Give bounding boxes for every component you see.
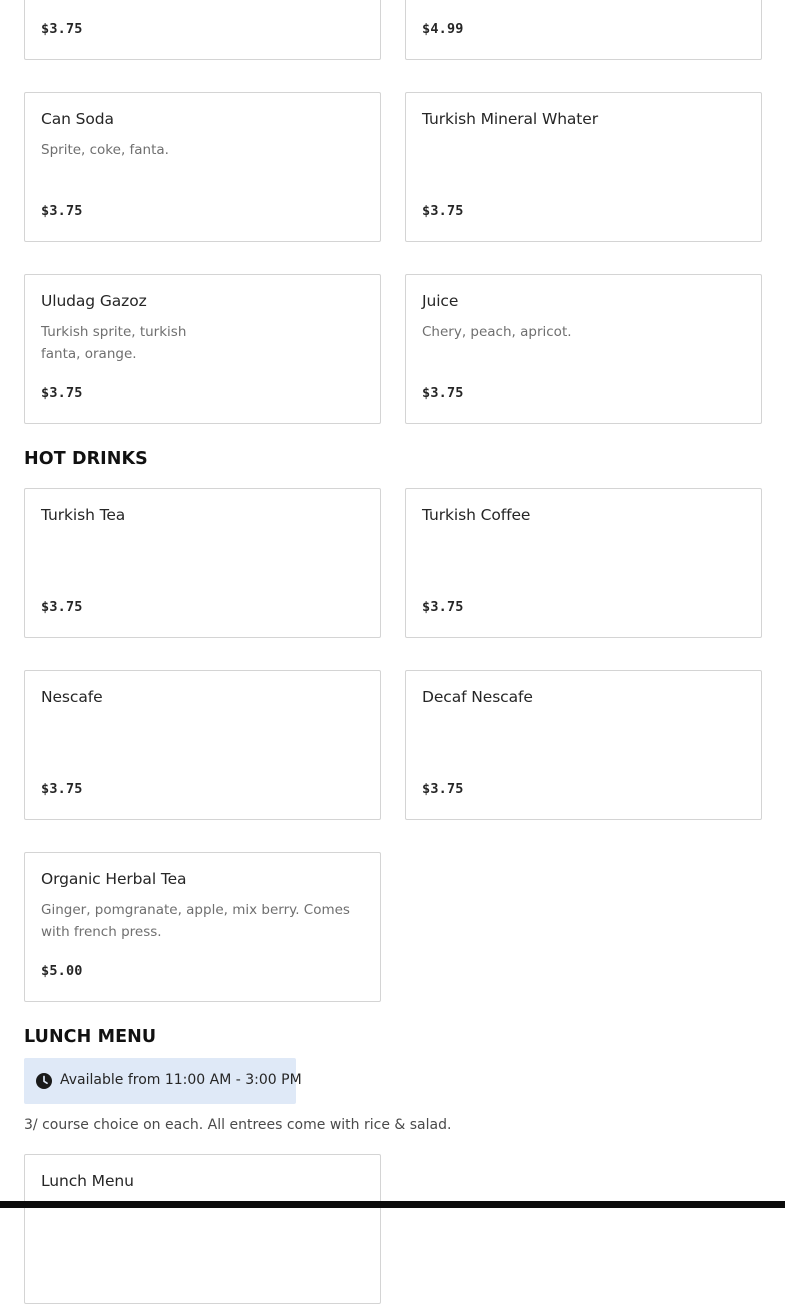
item-price: $3.75: [41, 599, 83, 615]
menu-item-card[interactable]: [24, 0, 381, 60]
item-price: $4.99: [422, 21, 464, 37]
item-name: Lunch Menu: [41, 1172, 134, 1190]
clock-icon: [36, 1073, 52, 1089]
menu-item-card[interactable]: [405, 0, 762, 60]
item-name: Turkish Coffee: [422, 506, 531, 524]
item-description: Turkish sprite, turkish fanta, orange.: [41, 324, 187, 362]
item-name: Turkish Tea: [41, 506, 126, 524]
item-name: Juice: [422, 292, 459, 310]
item-name: Uludag Gazoz: [41, 292, 147, 310]
menu-item-card[interactable]: [405, 274, 762, 424]
bottom-bar: [0, 1201, 785, 1208]
availability-text: Available from 11:00 AM - 3:00 PM: [60, 1072, 302, 1088]
item-name: Organic Herbal Tea: [41, 870, 187, 888]
menu-item-card[interactable]: [24, 92, 381, 242]
item-price: $3.75: [41, 21, 83, 37]
item-description: Ginger, pomgranate, apple, mix berry. Comes with french press.: [41, 902, 350, 940]
item-name: Can Soda: [41, 110, 114, 128]
menu-item-card[interactable]: [405, 92, 762, 242]
item-price: $3.75: [41, 385, 83, 401]
section-title-hot-drinks: HOT DRINKS: [24, 449, 148, 469]
item-price: $3.75: [422, 781, 464, 797]
item-price: $3.75: [422, 203, 464, 219]
item-price: $3.75: [41, 781, 83, 797]
menu-item-card[interactable]: [24, 852, 381, 1002]
item-description: Sprite, coke, fanta.: [41, 142, 169, 158]
item-name: Decaf Nescafe: [422, 688, 533, 706]
menu-item-card[interactable]: [24, 274, 381, 424]
item-description: Chery, peach, apricot.: [422, 324, 572, 340]
section-title-lunch-menu: LUNCH MENU: [24, 1027, 157, 1047]
item-price: $3.75: [422, 385, 464, 401]
menu-item-card[interactable]: [24, 1154, 381, 1304]
item-price: $3.75: [422, 599, 464, 615]
lunch-menu-note: 3/ course choice on each. All entrees come with rice & salad.: [24, 1117, 452, 1133]
item-price: $3.75: [41, 203, 83, 219]
item-price: $5.00: [41, 963, 83, 979]
item-name: Nescafe: [41, 688, 103, 706]
menu-item-card[interactable]: [24, 670, 381, 820]
menu-item-card[interactable]: [405, 670, 762, 820]
menu-item-card[interactable]: [24, 488, 381, 638]
availability-badge: [24, 1058, 302, 1104]
menu-item-card[interactable]: [405, 488, 762, 638]
item-name: Turkish Mineral Whater: [422, 110, 598, 128]
